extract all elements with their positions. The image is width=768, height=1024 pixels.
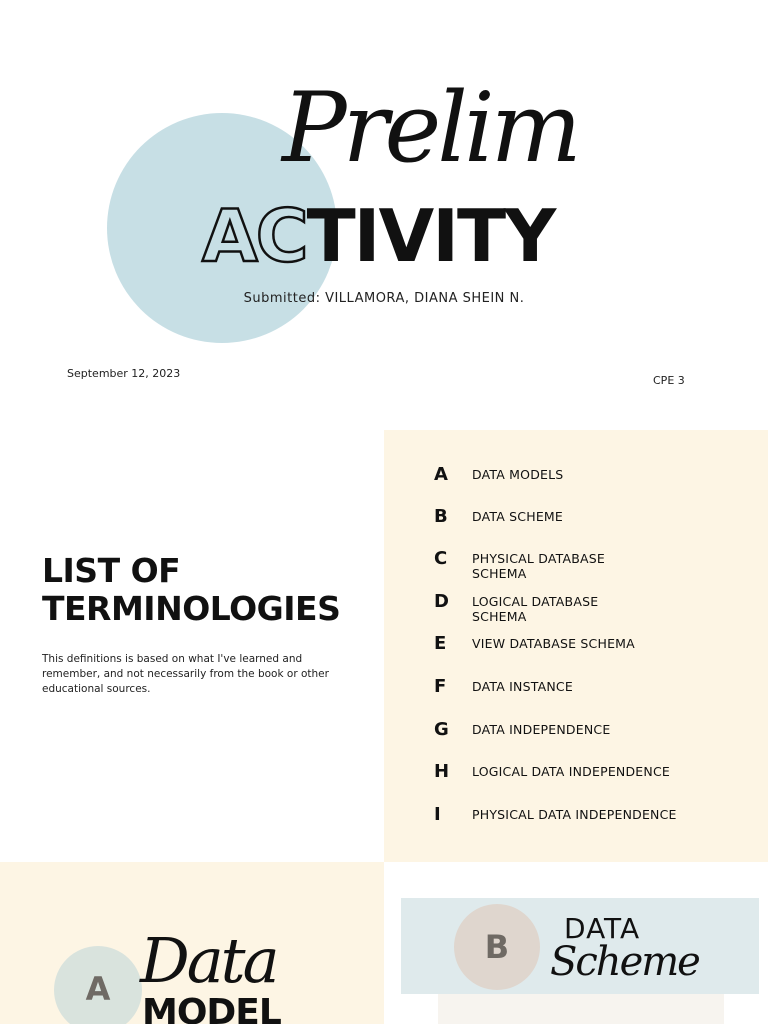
- terminology-intro: [0, 430, 384, 862]
- section-bold-title: MODEL: [142, 992, 281, 1024]
- term-label: DATA INSTANCE: [472, 679, 573, 694]
- submitted-by: Submitted: VILLAMORA, DIANA SHEIN N.: [243, 291, 525, 306]
- list-item: [384, 464, 768, 504]
- term-label: DATA INDEPENDENCE: [472, 722, 611, 737]
- term-letter: G: [434, 719, 449, 740]
- heading-line-2: TERMINOLOGIES: [42, 589, 341, 628]
- list-item: [384, 633, 768, 673]
- activity-title: [202, 196, 554, 276]
- term-letter: C: [434, 548, 448, 569]
- list-item: [384, 719, 768, 759]
- submission-date: September 12, 2023: [67, 367, 181, 380]
- term-label: LOGICAL DATA INDEPENDENCE: [472, 764, 670, 779]
- title-outline-part: AC: [202, 194, 307, 278]
- list-item: [384, 804, 768, 844]
- cover-page: [0, 0, 768, 430]
- section-script-title: Scheme: [550, 939, 699, 985]
- section-a-card: [0, 862, 384, 1024]
- title-solid-part: TIVITY: [306, 194, 555, 278]
- section-description: This definitions is based on what I've learned and remember, and not necessarily from the book or other educational sources.: [42, 653, 329, 695]
- content-panel: [438, 994, 724, 1024]
- section-heading: [42, 552, 340, 628]
- terminology-list: [384, 430, 768, 862]
- section-b-card: [384, 862, 768, 1024]
- list-item: [384, 676, 768, 716]
- term-label: DATA SCHEME: [472, 509, 564, 524]
- term-letter: I: [434, 804, 441, 825]
- section-script-title: Data: [140, 924, 277, 997]
- term-label: LOGICAL DATABASE SCHEMA: [472, 594, 599, 624]
- term-letter: A: [434, 464, 448, 485]
- term-label: PHYSICAL DATA INDEPENDENCE: [472, 807, 677, 822]
- course-code: CPE 3: [653, 374, 685, 387]
- list-item: [384, 506, 768, 546]
- list-item: [384, 548, 768, 588]
- section-letter: B: [484, 928, 510, 966]
- term-letter: B: [434, 506, 448, 527]
- heading-line-1: LIST OF: [42, 551, 181, 590]
- term-label: DATA MODELS: [472, 467, 564, 482]
- term-letter: F: [434, 676, 447, 697]
- list-item: [384, 591, 768, 631]
- section-letter: A: [85, 970, 111, 1008]
- term-label: PHYSICAL DATABASE SCHEMA: [472, 551, 605, 581]
- term-letter: E: [434, 633, 447, 654]
- section-bold-title: DATA: [564, 912, 641, 945]
- term-letter: D: [434, 591, 449, 612]
- term-label: VIEW DATABASE SCHEMA: [472, 636, 635, 651]
- script-title: Prelim: [282, 72, 578, 184]
- list-item: [384, 761, 768, 801]
- term-letter: H: [434, 761, 450, 782]
